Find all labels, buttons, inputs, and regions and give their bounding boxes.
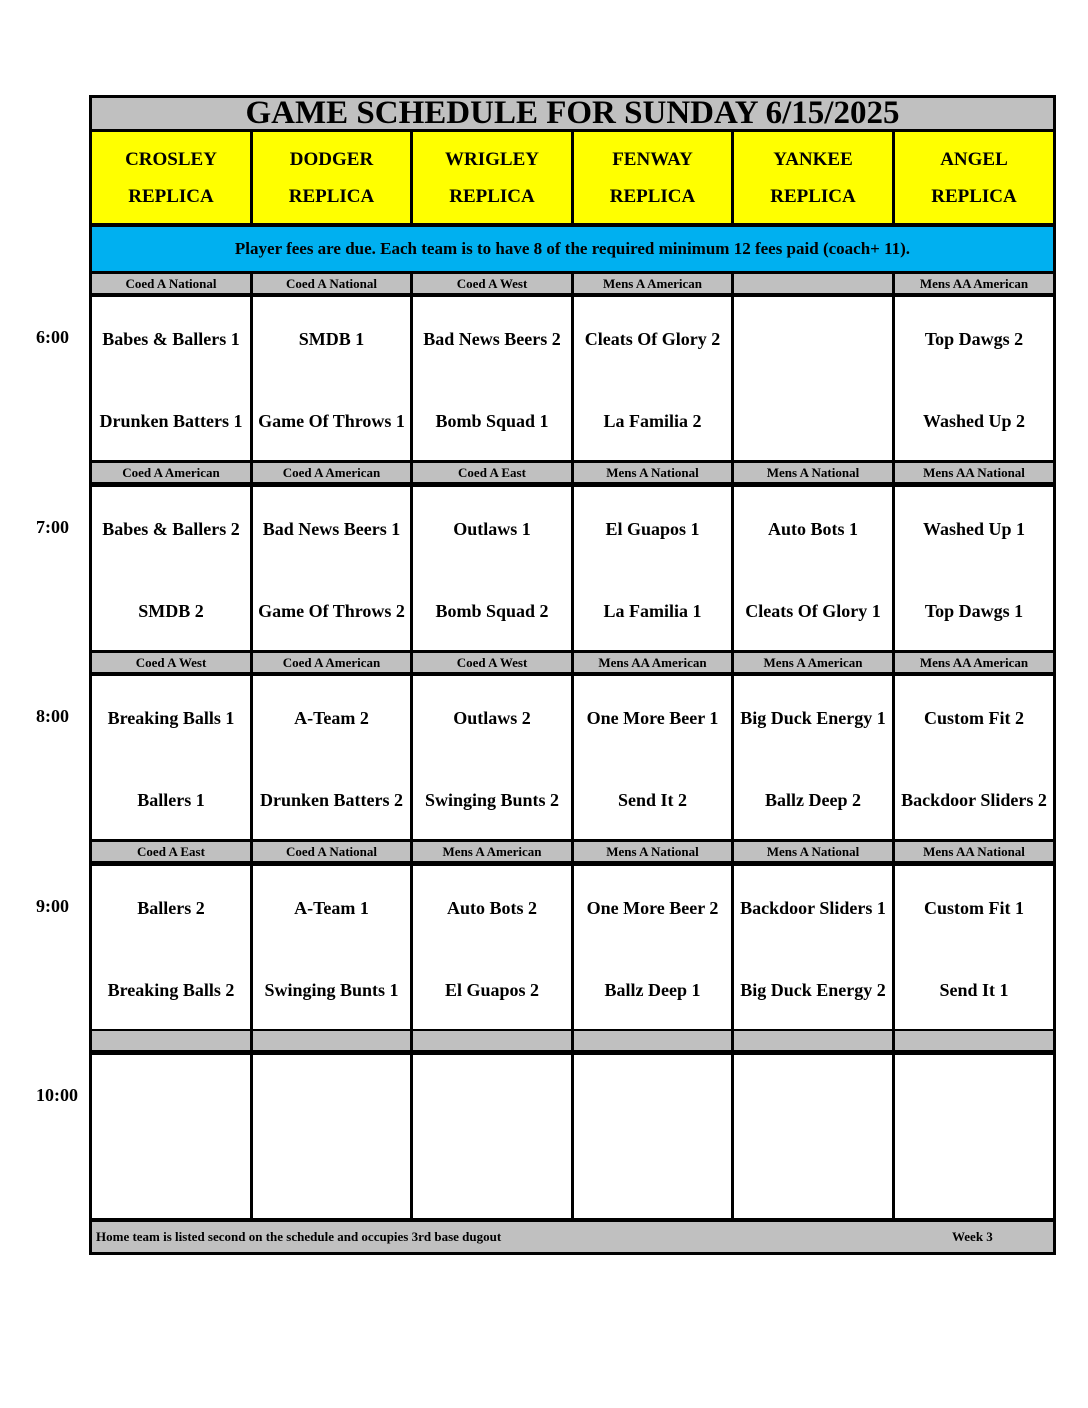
home-team: El Guapos 2: [413, 950, 571, 1029]
division-label: [413, 1031, 571, 1050]
division-label: Mens A American: [413, 842, 571, 861]
week-label: Week 3: [952, 1229, 993, 1244]
home-team: Cleats Of Glory 1: [734, 571, 892, 650]
division-label: Coed A East: [413, 463, 571, 482]
empty-slot: [734, 297, 892, 460]
home-team: Ballers 1: [92, 760, 250, 839]
division-label: [253, 1031, 410, 1050]
field-subtitle: REPLICA: [449, 185, 535, 207]
time-label: 9:00: [36, 896, 69, 916]
empty-slot: [734, 1055, 892, 1218]
field-header: [734, 132, 892, 223]
division-label: Mens A National: [574, 463, 731, 482]
division-label: [92, 1031, 250, 1050]
division-label: Mens A National: [734, 463, 892, 482]
home-team: Game Of Throws 1: [253, 381, 410, 460]
time-label: 10:00: [36, 1085, 78, 1105]
home-team: Ballz Deep 1: [574, 950, 731, 1029]
field-header: [253, 132, 410, 223]
away-team: SMDB 1: [253, 297, 410, 381]
away-team: Babes & Ballers 1: [92, 297, 250, 381]
division-label: Mens AA National: [895, 463, 1053, 482]
away-team: A-Team 2: [253, 676, 410, 760]
away-team: El Guapos 1: [574, 487, 731, 571]
field-subtitle: REPLICA: [931, 185, 1017, 207]
division-label: Mens A American: [734, 653, 892, 672]
home-team: Game Of Throws 2: [253, 571, 410, 650]
division-label: Coed A West: [413, 653, 571, 672]
home-team: Breaking Balls 2: [92, 950, 250, 1029]
division-label: Coed A National: [253, 274, 410, 293]
home-team: Drunken Batters 1: [92, 381, 250, 460]
empty-slot: [253, 1055, 410, 1218]
division-label: Mens AA National: [895, 842, 1053, 861]
schedule-table: [89, 95, 1056, 1255]
time-label: 6:00: [36, 327, 69, 347]
division-label: Coed A East: [92, 842, 250, 861]
home-team: La Familia 2: [574, 381, 731, 460]
away-team: Backdoor Sliders 1: [734, 866, 892, 950]
home-team: Washed Up 2: [895, 381, 1053, 460]
division-label: [734, 1031, 892, 1050]
home-team: SMDB 2: [92, 571, 250, 650]
empty-slot: [574, 1055, 731, 1218]
division-label: [574, 1031, 731, 1050]
away-team: Auto Bots 2: [413, 866, 571, 950]
time-label: 8:00: [36, 706, 69, 726]
division-label: Mens A National: [734, 842, 892, 861]
home-team: Ballz Deep 2: [734, 760, 892, 839]
division-label: Mens AA American: [895, 653, 1053, 672]
empty-slot: [895, 1055, 1053, 1218]
division-label: Coed A American: [92, 463, 250, 482]
field-subtitle: REPLICA: [128, 185, 214, 207]
division-label: Coed A American: [253, 653, 410, 672]
home-team: La Familia 1: [574, 571, 731, 650]
away-team: Washed Up 1: [895, 487, 1053, 571]
division-label: Coed A West: [92, 653, 250, 672]
division-label: Mens AA American: [574, 653, 731, 672]
page-title: GAME SCHEDULE FOR SUNDAY 6/15/2025: [92, 98, 1053, 129]
away-team: Outlaws 2: [413, 676, 571, 760]
division-label: Mens A National: [574, 842, 731, 861]
home-team: Bomb Squad 2: [413, 571, 571, 650]
home-team: Big Duck Energy 2: [734, 950, 892, 1029]
away-team: One More Beer 2: [574, 866, 731, 950]
division-label: Coed A National: [253, 842, 410, 861]
division-label: Coed A West: [413, 274, 571, 293]
home-team: Top Dawgs 1: [895, 571, 1053, 650]
away-team: Cleats Of Glory 2: [574, 297, 731, 381]
footer-bar: [92, 1222, 1053, 1252]
division-label: Mens AA American: [895, 274, 1053, 293]
field-name: ANGEL: [940, 148, 1008, 170]
home-team: Drunken Batters 2: [253, 760, 410, 839]
field-header: [92, 132, 250, 223]
division-label: Coed A American: [253, 463, 410, 482]
home-team: Send It 2: [574, 760, 731, 839]
home-team: Swinging Bunts 1: [253, 950, 410, 1029]
away-team: Babes & Ballers 2: [92, 487, 250, 571]
away-team: Top Dawgs 2: [895, 297, 1053, 381]
field-name: WRIGLEY: [445, 148, 539, 170]
away-team: Big Duck Energy 1: [734, 676, 892, 760]
field-name: CROSLEY: [125, 148, 217, 170]
field-subtitle: REPLICA: [609, 185, 696, 207]
field-name: FENWAY: [612, 148, 693, 170]
away-team: Ballers 2: [92, 866, 250, 950]
division-label: [734, 274, 892, 293]
division-label: Mens A American: [574, 274, 731, 293]
home-team: Bomb Squad 1: [413, 381, 571, 460]
time-label: 7:00: [36, 517, 69, 537]
away-team: Custom Fit 2: [895, 676, 1053, 760]
away-team: Outlaws 1: [413, 487, 571, 571]
field-header: [895, 132, 1053, 223]
away-team: Bad News Beers 1: [253, 487, 410, 571]
division-label: Coed A National: [92, 274, 250, 293]
field-name: DODGER: [289, 148, 374, 170]
field-subtitle: REPLICA: [288, 185, 375, 207]
away-team: Breaking Balls 1: [92, 676, 250, 760]
away-team: Bad News Beers 2: [413, 297, 571, 381]
home-team: Send It 1: [895, 950, 1053, 1029]
away-team: Custom Fit 1: [895, 866, 1053, 950]
division-label: [895, 1031, 1053, 1050]
fees-notice: Player fees are due. Each team is to have 8 of the required minimum 12 fees paid (coach+ 11).: [92, 227, 1053, 271]
home-team: Backdoor Sliders 2: [895, 760, 1053, 839]
field-header: [413, 132, 571, 223]
away-team: One More Beer 1: [574, 676, 731, 760]
empty-slot: [92, 1055, 250, 1218]
field-name: YANKEE: [773, 148, 853, 170]
home-team-note: Home team is listed second on the schedule and occupies 3rd base dugout: [96, 1229, 502, 1244]
field-subtitle: REPLICA: [770, 185, 856, 207]
away-team: Auto Bots 1: [734, 487, 892, 571]
empty-slot: [413, 1055, 571, 1218]
away-team: A-Team 1: [253, 866, 410, 950]
field-header: [574, 132, 731, 223]
home-team: Swinging Bunts 2: [413, 760, 571, 839]
